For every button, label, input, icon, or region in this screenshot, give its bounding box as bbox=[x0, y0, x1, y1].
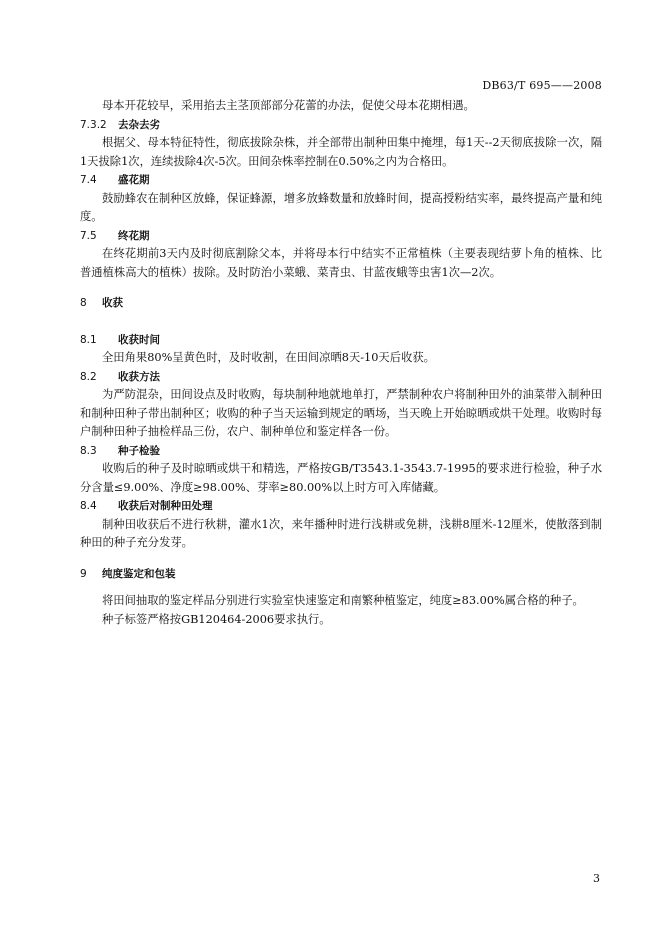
section-number: 9 bbox=[80, 567, 87, 580]
section-number: 8.1 bbox=[80, 333, 97, 346]
document-body bbox=[80, 97, 602, 629]
body-paragraph: 根据父、母本特征特性，彻底拔除杂株，并全部带出制种田集中掩埋，每1天--2天彻底拔除一次，隔1天拔除1次，连续拔除4次-5次。田间杂株率控制在0.50%之内为合格田。 bbox=[80, 136, 602, 168]
section-title: 盛花期 bbox=[118, 174, 150, 186]
section-title: 终花期 bbox=[118, 229, 150, 242]
section-heading bbox=[80, 368, 602, 387]
section-number: 8.3 bbox=[80, 444, 97, 457]
section-heading bbox=[80, 442, 602, 461]
body-paragraph: 制种田收获后不进行秋耕，灌水1次，来年播种时进行浅耕或免耕，浅耕8厘米-12厘米，使散落到制种田的种子充分发芽。 bbox=[80, 517, 602, 549]
section-number: 7.3.2 bbox=[80, 118, 107, 131]
chapter-heading bbox=[80, 565, 602, 584]
body-paragraph: 将田间抽取的鉴定样品分别进行实验室快速鉴定和南繁种植鉴定，纯度≥83.00%属合格的种子。 bbox=[102, 594, 584, 607]
section-title: 纯度鉴定和包装 bbox=[102, 567, 176, 580]
body-paragraph: 在终花期前3天内及时彻底割除父本，并将母本行中结实不正常植株（主要表现结萝卜角的植株、比普通植株高大的植株）拔除。及时防治小菜蛾、菜青虫、甘蓝夜蛾等虫害1次—2次。 bbox=[80, 247, 602, 279]
body-paragraph: 为严防混杂，田间设点及时收购，每块制种地就地单打，严禁制种农户将制种田外的油菜带入制种田和制种田种子带出制种区；收购的种子当天运输到规定的晒场，当天晚上开始晾晒或烘干处理。收购时每户制种田种子抽检样品三份，农户、制种单位和鉴定样各一份。 bbox=[80, 388, 602, 438]
section-title: 种子检验 bbox=[118, 444, 160, 457]
body-paragraph: 母本开花较早，采用掐去主茎顶部部分花蕾的办法，促使父母本花期相遇。 bbox=[102, 99, 475, 112]
section-number: 7.5 bbox=[80, 229, 97, 242]
document-code-header: DB63/T 695——2008 bbox=[482, 79, 602, 92]
section-title: 收获时间 bbox=[118, 333, 160, 346]
section-heading bbox=[80, 497, 602, 516]
section-heading bbox=[80, 331, 602, 350]
section-title: 收获 bbox=[102, 297, 123, 309]
section-number: 8 bbox=[80, 297, 87, 309]
chapter-heading bbox=[80, 294, 602, 313]
section-heading bbox=[80, 171, 602, 190]
body-paragraph: 收购后的种子及时晾晒或烘干和精选，严格按GB/T3543.1-3543.7-1995的要求进行检验，种子水分含量≤9.00%、净度≥98.00%、芽率≥80.00%以上时方可入库储藏。 bbox=[80, 462, 602, 494]
section-number: 8.4 bbox=[80, 500, 97, 512]
section-number: 7.4 bbox=[80, 174, 97, 186]
section-heading bbox=[80, 227, 602, 246]
section-title: 收获后对制种田处理 bbox=[118, 500, 213, 512]
section-heading bbox=[80, 116, 602, 135]
body-paragraph: 鼓励蜂农在制种区放蜂，保证蜂源，增多放蜂数量和放蜂时间，提高授粉结实率，最终提高产量和纯度。 bbox=[80, 191, 602, 223]
body-paragraph: 种子标签严格按GB120464-2006要求执行。 bbox=[102, 612, 331, 626]
page-number: 3 bbox=[593, 872, 600, 885]
section-title: 去杂去劣 bbox=[118, 118, 160, 131]
section-number: 8.2 bbox=[80, 370, 97, 383]
body-paragraph: 全田角果80%呈黄色时，及时收割，在田间凉晒8天-10天后收获。 bbox=[102, 351, 435, 364]
section-title: 收获方法 bbox=[118, 370, 160, 383]
